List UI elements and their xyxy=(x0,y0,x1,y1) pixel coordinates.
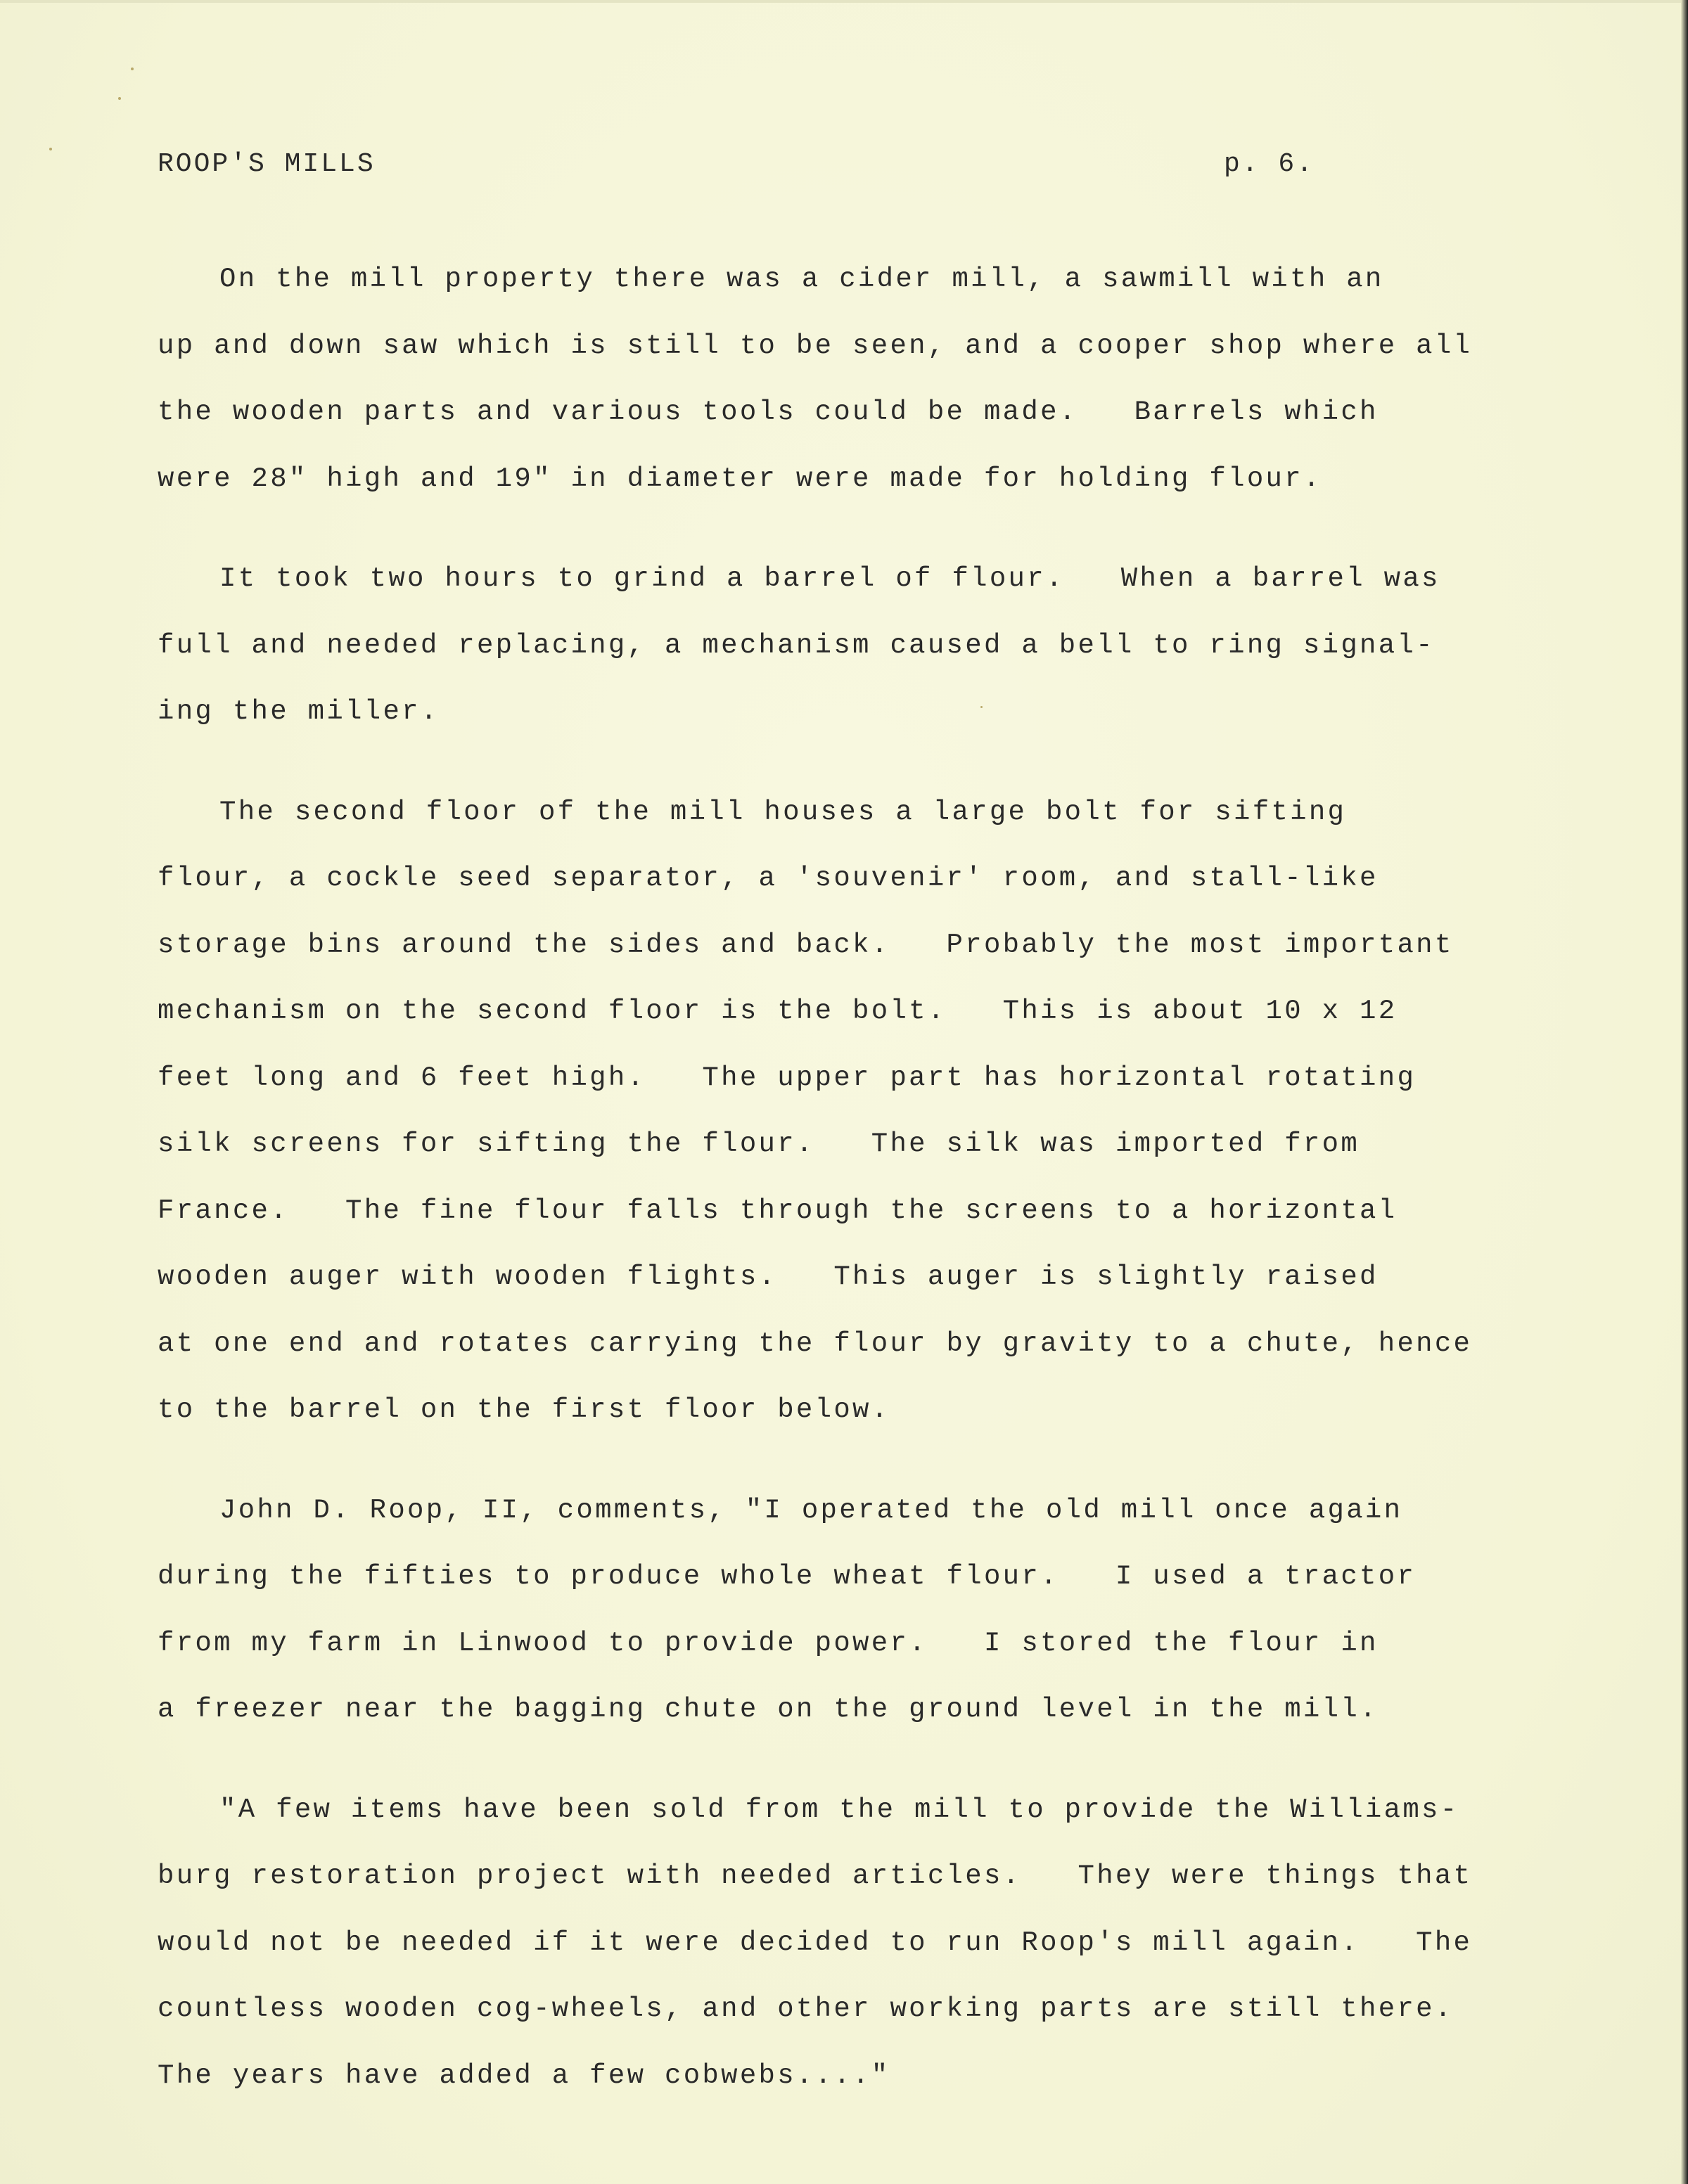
text-line: "A few items have been sold from the mill to provide the Williams- xyxy=(219,1794,1459,1825)
text-line: mechanism on the second floor is the bolt. This is about 10 x 12 xyxy=(158,996,1398,1027)
text-line: On the mill property there was a cider mill, a sawmill with an xyxy=(219,264,1384,295)
text-line: a freezer near the bagging chute on the ground level in the mill. xyxy=(158,1694,1379,1725)
document-body xyxy=(158,246,1564,2143)
paper-speck xyxy=(118,97,121,100)
paper-speck xyxy=(49,148,52,150)
text-line: The years have added a few cobwebs...." xyxy=(158,2060,890,2091)
text-line: John D. Roop, II, comments, "I operated the old mill once again xyxy=(219,1494,1403,1526)
paper-speck xyxy=(131,68,134,70)
paragraph xyxy=(158,246,1564,512)
paper-top-edge xyxy=(0,0,1688,3)
paragraph xyxy=(158,546,1564,745)
text-line: were 28" high and 19" in diameter were made for holding flour. xyxy=(158,463,1322,494)
text-line: The second floor of the mill houses a large bolt for sifting xyxy=(219,796,1347,828)
paragraph xyxy=(158,779,1564,1444)
text-line: during the fifties to produce whole wheat flour. I used a tractor xyxy=(158,1561,1417,1592)
text-line: storage bins around the sides and back. Probably the most important xyxy=(158,929,1454,961)
text-line: from my farm in Linwood to provide power. I stored the flour in xyxy=(158,1627,1379,1659)
text-line: France. The fine flour falls through the screens to a horizontal xyxy=(158,1195,1398,1226)
text-line: would not be needed if it were decided to run Roop's mill again. The xyxy=(158,1927,1473,1958)
text-line: feet long and 6 feet high. The upper part has horizontal rotating xyxy=(158,1062,1417,1093)
document-title: ROOP'S MILLS xyxy=(158,149,376,179)
paper-right-edge xyxy=(1681,0,1688,2184)
text-line: at one end and rotates carrying the flour by gravity to a chute, hence xyxy=(158,1328,1473,1359)
text-line: to the barrel on the first floor below. xyxy=(158,1394,890,1425)
text-line: wooden auger with wooden flights. This auger is slightly raised xyxy=(158,1261,1379,1292)
text-line: It took two hours to grind a barrel of flour. When a barrel was xyxy=(219,563,1440,594)
page-number: p. 6. xyxy=(1224,149,1315,179)
paragraph xyxy=(158,1777,1564,2109)
text-line: ing the miller. xyxy=(158,696,440,727)
text-line: burg restoration project with needed articles. They were things that xyxy=(158,1861,1473,1891)
text-line: flour, a cockle seed separator, a 'souvenir' room, and stall-like xyxy=(158,863,1379,894)
text-line: countless wooden cog-wheels, and other working parts are still there. xyxy=(158,1993,1454,2024)
text-line: up and down saw which is still to be seen, and a cooper shop where all xyxy=(158,330,1473,361)
text-line: the wooden parts and various tools could be made. Barrels which xyxy=(158,397,1379,428)
text-line: silk screens for sifting the flour. The silk was imported from xyxy=(158,1129,1360,1160)
paragraph xyxy=(158,1477,1564,1743)
text-line: full and needed replacing, a mechanism caused a bell to ring signal- xyxy=(158,629,1435,661)
